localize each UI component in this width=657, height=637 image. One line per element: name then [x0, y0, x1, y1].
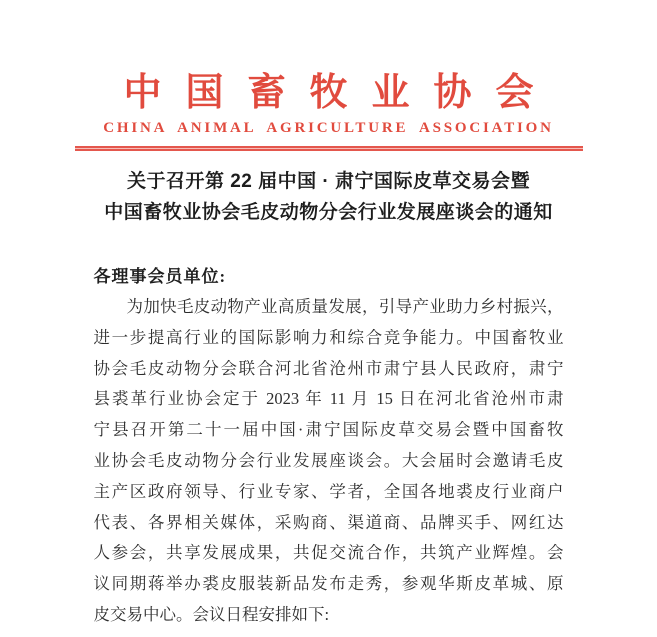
notice-title-line1: 关于召开第 22 届中国 · 肃宁国际皮草交易会暨 [126, 171, 531, 192]
body-line: 代表、各界相关媒体，采购商、渠道商、品牌买手、网红达 [93, 512, 564, 532]
letterhead [0, 0, 657, 151]
body-line: 为加快毛皮动物产业高质量发展，引导产业助力乡村振兴， [126, 297, 564, 316]
body-line: 人参会，共享发展成果，共促交流合作，共筑产业辉煌。会 [93, 543, 564, 563]
body-line: 主产区政府领导、行业专家、学者，全国各地裘皮行业商户 [93, 481, 564, 501]
notice-body [94, 263, 564, 631]
body-line: 皮交易中心。会议日程安排如下: [93, 604, 330, 624]
red-divider-rule [75, 146, 583, 151]
body-line: 业协会毛皮动物分会行业发展座谈会。大会届时会邀请毛皮 [93, 450, 564, 470]
notice-title-line2: 中国畜牧业协会毛皮动物分会行业发展座谈会的通知 [104, 202, 553, 223]
body-line: 县裘革行业协会定于 2023 年 11 月 15 日在河北省沧州市肃 [93, 389, 564, 409]
org-name-chinese: 中国畜牧业协会 [123, 72, 558, 114]
body-line: 进一步提高行业的国际影响力和综合竞争能力。中国畜牧业 [93, 327, 564, 347]
body-line: 议同期蒋举办裘皮服装新品发布走秀，参观华斯皮革城、原 [93, 574, 564, 594]
salutation: 各理事会员单位: [93, 267, 227, 286]
notice-title [0, 166, 657, 228]
body-line: 协会毛皮动物分会联合河北省沧州市肃宁县人民政府，肃宁 [93, 358, 564, 378]
notice-paragraph [94, 292, 564, 631]
org-name-english: CHINA ANIMAL AGRICULTURE ASSOCIATION [103, 120, 554, 136]
body-line: 宁县召开第二十一届中国·肃宁国际皮草交易会暨中国畜牧 [93, 420, 564, 440]
